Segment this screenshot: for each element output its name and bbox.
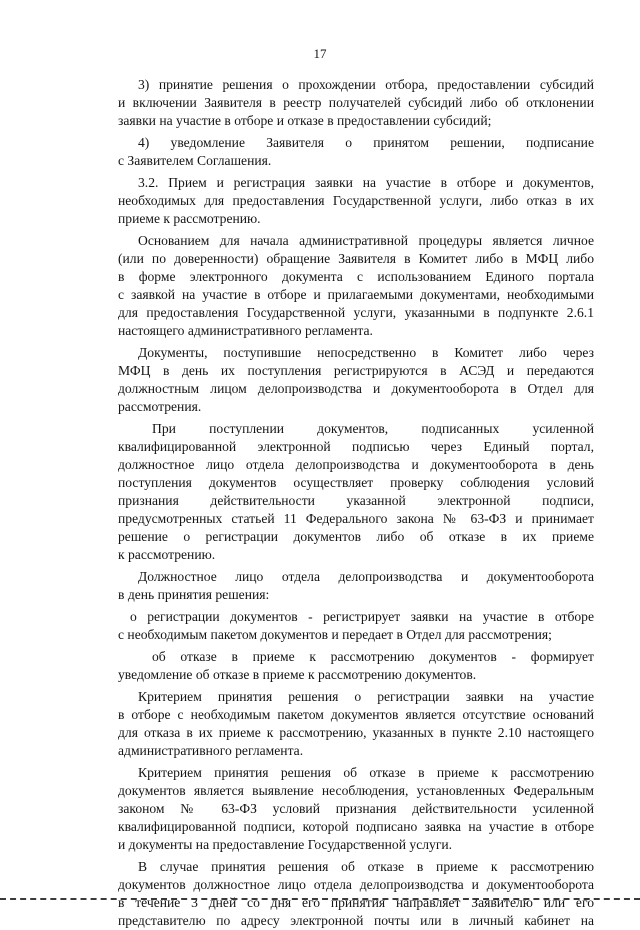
paragraph-line: решение о регистрации документов либо об отказе в их приеме — [118, 529, 594, 544]
paragraph-line: Основанием для начала административной процедуры является личное — [138, 233, 594, 248]
paragraph-line: с необходимым пакетом документов и передает в Отдел для рассмотрения; — [118, 627, 552, 642]
paragraph-line: поступления документов осуществляет проверку соблюдения условий — [118, 475, 594, 490]
paragraph-line: к рассмотрению. — [118, 547, 216, 562]
paragraph-line: При поступлении документов, подписанных усиленной — [152, 421, 594, 436]
paragraph-line: (или по доверенности) обращение Заявителя в Комитет либо в МФЦ либо — [118, 251, 594, 266]
paragraph-line: и документы на предоставление Государственной услуги. — [118, 837, 453, 852]
paragraph-line: в отборе с необходимым пакетом документов является отсутствие оснований — [118, 707, 594, 722]
paragraph-line: в форме электронного документа с использованием Единого портала — [118, 269, 594, 284]
paragraph-line: предусмотренных статьей 11 Федерального закона № 63-ФЗ и принимает — [118, 511, 594, 526]
page-number: 17 — [313, 46, 327, 61]
paragraph-line: квалифицированной подписи, которой подписано заявка на участие в отборе — [118, 819, 594, 834]
paragraph-line: в течение 3 дней со дня его принятия направляет Заявителю или его — [118, 895, 594, 910]
scan-edge-line — [0, 898, 640, 903]
paragraph-line: уведомление об отказе в приеме к рассмотрению документов. — [118, 667, 477, 682]
paragraph-line: необходимых для предоставления Государственной услуги, либо отказ в их — [118, 193, 594, 208]
paragraph-line: заявки на участие в отборе и отказе в предоставлении субсидий; — [118, 113, 492, 128]
paragraph-line: признания действительности указанной электронной подписи, — [118, 493, 594, 508]
paragraph-line: 4) уведомление Заявителя о принятом решении, подписание — [138, 135, 594, 150]
paragraph — [118, 648, 594, 684]
paragraph-line: квалифицированной электронной подписью через Единый портал, — [118, 439, 594, 454]
paragraph-line: Критерием принятия решения об отказе в приеме к рассмотрению — [138, 765, 594, 780]
paragraph-line: рассмотрения. — [118, 399, 202, 414]
paragraph-line: административного регламента. — [118, 743, 304, 758]
paragraph-line: законом № 63-ФЗ условий признания действительности усиленной — [118, 801, 594, 816]
paragraph-line: для предоставления Государственной услуги, указанными в подпункте 2.6.1 — [118, 305, 594, 320]
paragraph-line: об отказе в приеме к рассмотрению документов - формирует — [152, 649, 594, 664]
paragraph-line: в день принятия решения: — [118, 587, 270, 602]
paragraph-line: документов должностное лицо отдела делопроизводства и документооборота — [118, 877, 594, 892]
paragraph-line: должностным лицом делопроизводства и документооборота в Отдел для — [118, 381, 594, 396]
paragraph — [118, 232, 594, 340]
paragraph — [118, 174, 594, 228]
paragraph — [118, 76, 594, 130]
paragraph-line: Критерием принятия решения о регистрации заявки на участие — [138, 689, 594, 704]
paragraph-line: В случае принятия решения об отказе в приеме к рассмотрению — [138, 859, 594, 874]
paragraph — [118, 568, 594, 604]
paragraph-line: о регистрации документов - регистрирует заявки на участие в отборе — [130, 609, 594, 624]
paragraph-line: с заявкой на участие в отборе и прилагаемыми документами, необходимыми — [118, 287, 594, 302]
paragraph-line: представителю по адресу электронной почты или в личный кабинет на — [118, 913, 594, 928]
paragraph-line: документов является выявление несоблюдения, установленных Федеральным — [118, 783, 594, 798]
paragraph — [118, 344, 594, 416]
paragraph-line: Документы, поступившие непосредственно в Комитет либо через — [138, 345, 594, 360]
paragraph — [118, 858, 594, 930]
paragraph — [118, 420, 594, 564]
paragraph-line: должностное лицо отдела делопроизводства и документооборота в день — [118, 457, 594, 472]
document-body — [118, 76, 594, 930]
paragraph — [118, 764, 594, 854]
paragraph-line: 3) принятие решения о прохождении отбора, предоставлении субсидий — [138, 77, 594, 92]
paragraph — [118, 608, 594, 644]
paragraph-line: для отказа в их приеме к рассмотрению, указанных в пункте 2.10 настоящего — [118, 725, 594, 740]
paragraph — [118, 134, 594, 170]
paragraph-line: и включении Заявителя в реестр получателей субсидий либо об отклонении — [118, 95, 594, 110]
paragraph-line: 3.2. Прием и регистрация заявки на участие в отборе и документов, — [138, 175, 594, 190]
paragraph-line: приеме к рассмотрению. — [118, 211, 261, 226]
paragraph-line: с Заявителем Соглашения. — [118, 153, 272, 168]
paragraph-line: Должностное лицо отдела делопроизводства и документооборота — [138, 569, 594, 584]
paragraph-line: настоящего административного регламента. — [118, 323, 373, 338]
paragraph-line: МФЦ в день их поступления регистрируются в АСЭД и передаются — [118, 363, 594, 378]
paragraph — [118, 688, 594, 760]
